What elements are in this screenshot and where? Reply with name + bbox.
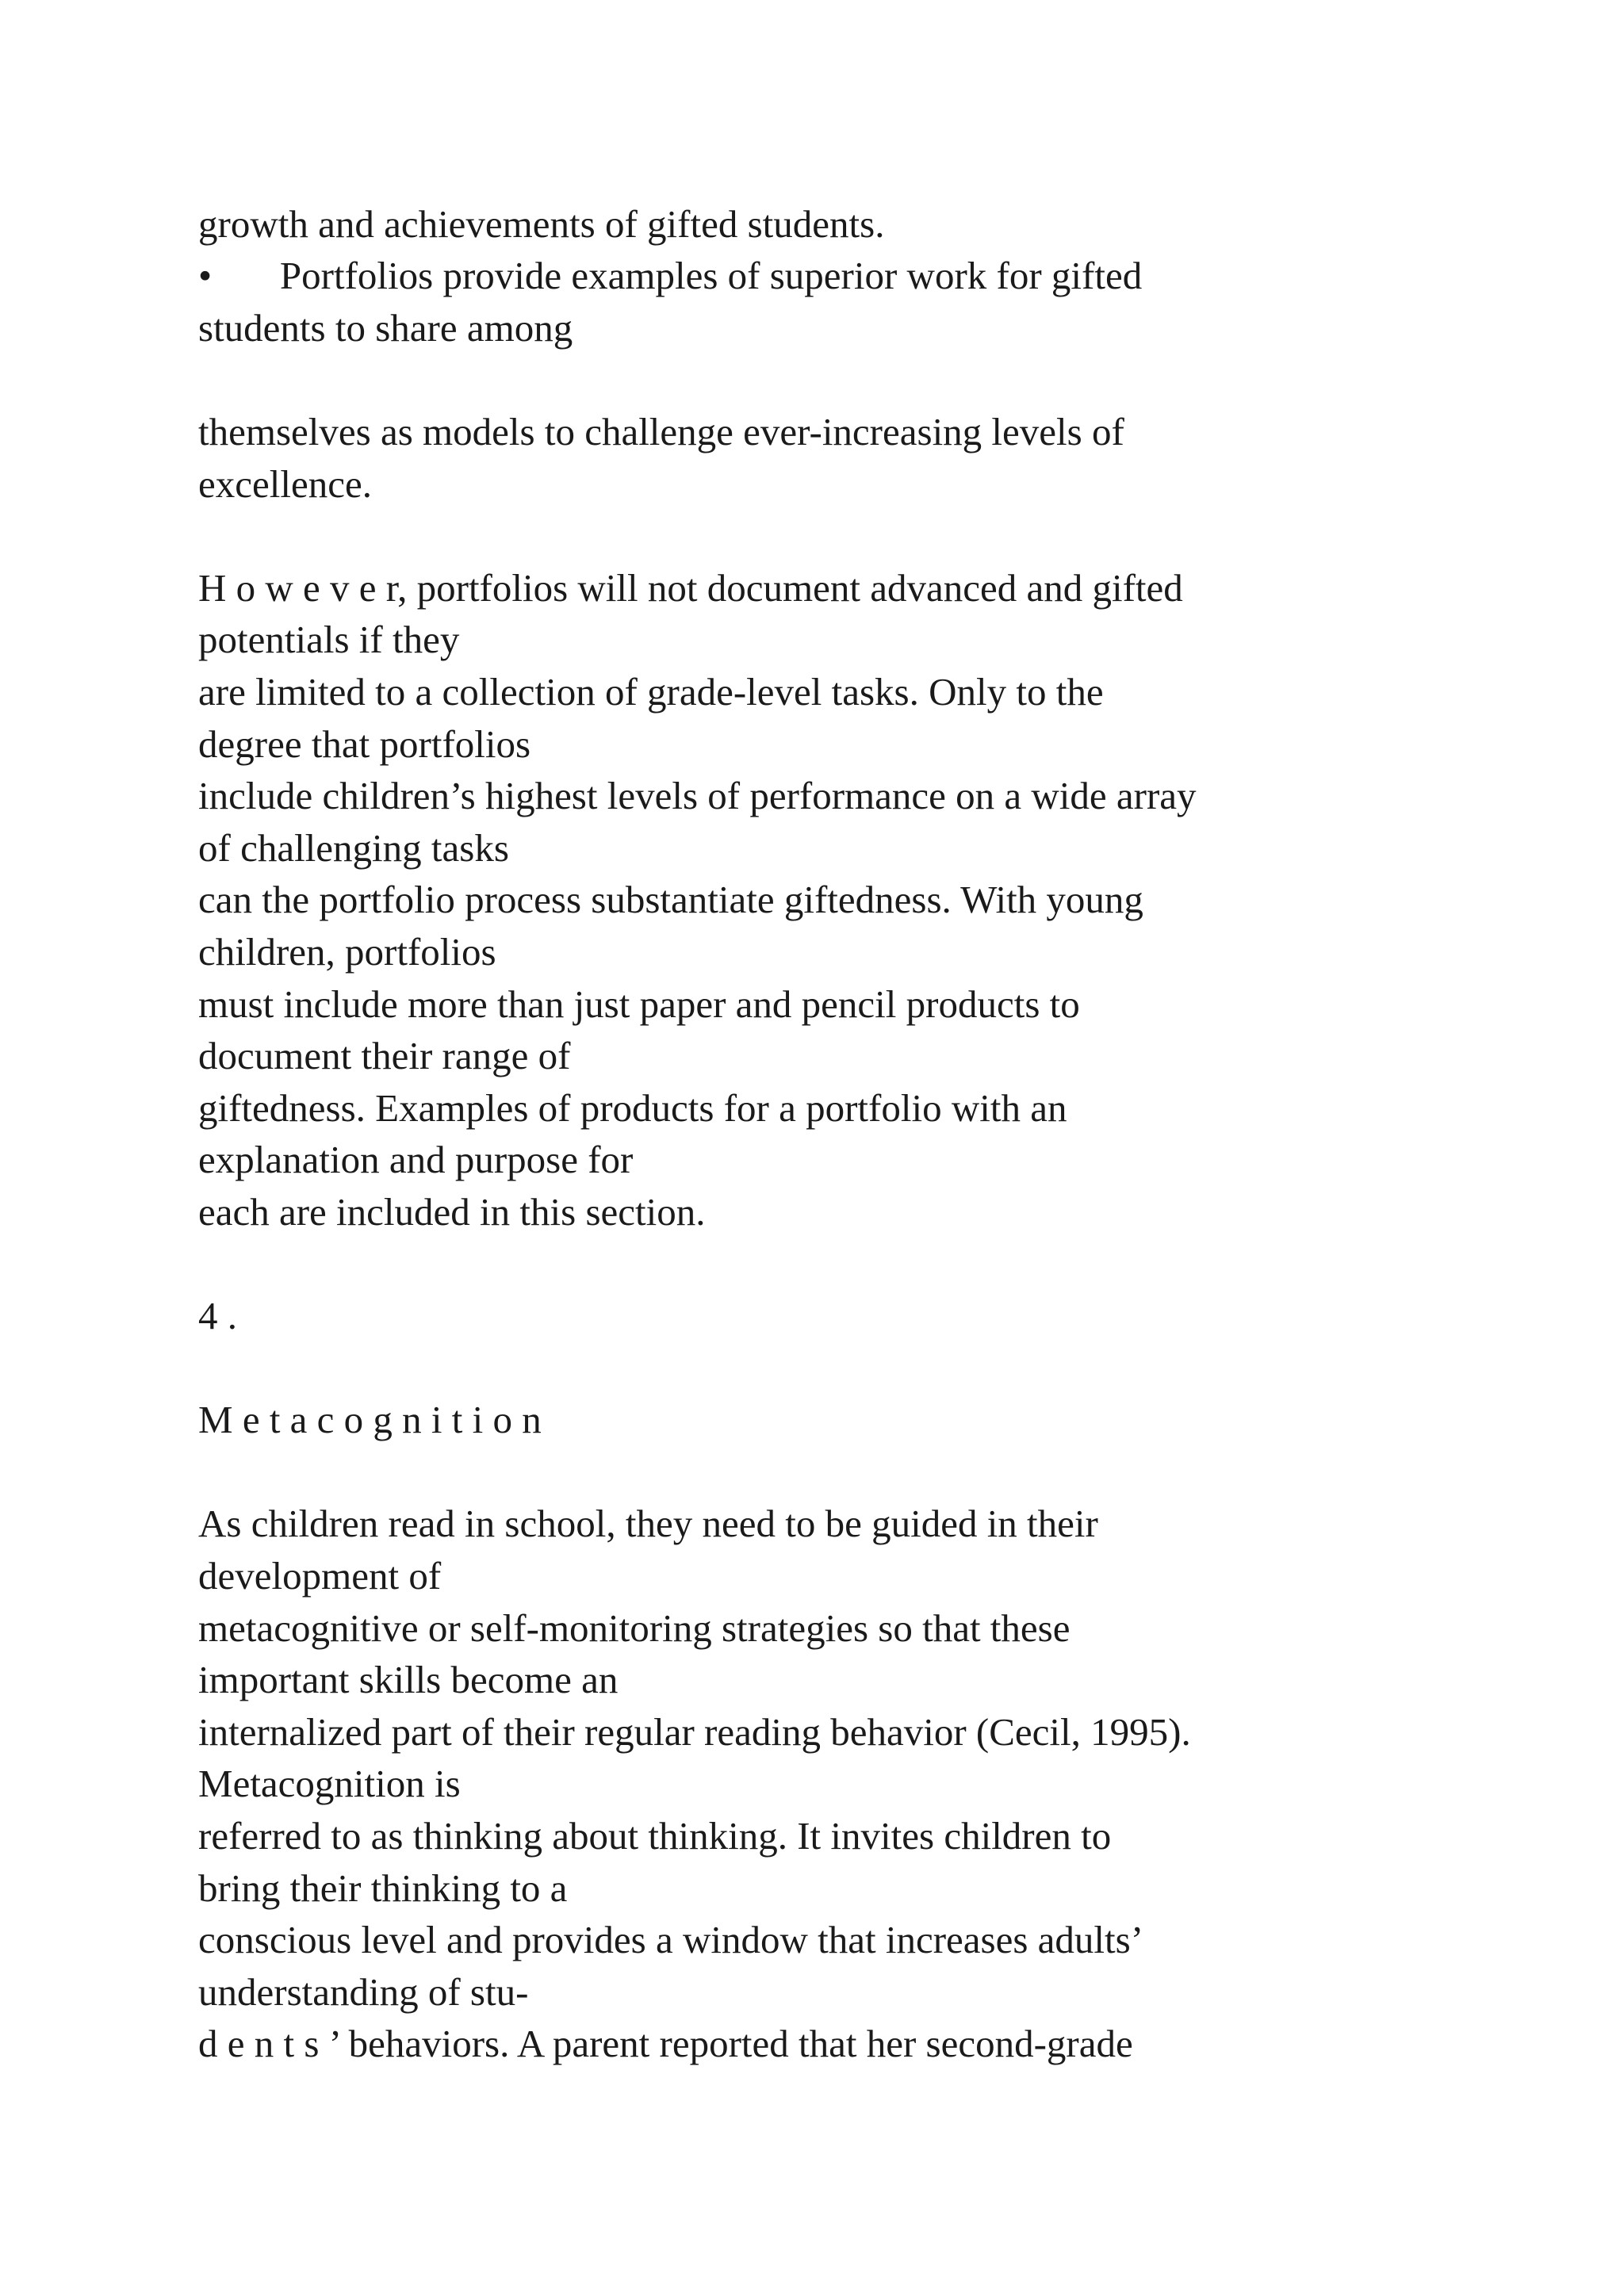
paragraph-start-line: As children read in school, they need to be guided in their xyxy=(198,1502,1098,1545)
text-line: themselves as models to challenge ever-increasing levels of xyxy=(198,410,1124,453)
text-line: are limited to a collection of grade-level tasks. Only to the xyxy=(198,670,1104,714)
text-line: each are included in this section. xyxy=(198,1190,706,1234)
section-number: 4 . xyxy=(198,1294,237,1337)
text-line: internalized part of their regular reading behavior (Cecil, 1995). xyxy=(198,1710,1191,1754)
text-line: Metacognition is xyxy=(198,1762,461,1805)
text-line: explanation and purpose for xyxy=(198,1138,634,1181)
text-line: understanding of stu- xyxy=(198,1970,529,2014)
text-line: metacognitive or self-monitoring strategies so that these xyxy=(198,1606,1071,1650)
text-line: development of xyxy=(198,1554,442,1598)
text-line: giftedness. Examples of products for a portfolio with an xyxy=(198,1086,1067,1130)
text-line: children, portfolios xyxy=(198,930,496,974)
text-line: bring their thinking to a xyxy=(198,1866,568,1910)
text-line: of challenging tasks xyxy=(198,826,509,870)
text-line: include children’s highest levels of performance on a wide array xyxy=(198,774,1197,817)
bullet-line: • Portfolios provide examples of superior work for gifted xyxy=(198,254,1143,297)
text-line: degree that portfolios xyxy=(198,722,531,766)
text-line: document their range of xyxy=(198,1034,571,1077)
text-line: important skills become an xyxy=(198,1658,619,1701)
text-line: d e n t s ’ behaviors. A parent reported that her second-grade xyxy=(198,2022,1133,2065)
paragraph-start-line: H o w e v e r, portfolios will not document advanced and gifted xyxy=(198,566,1183,610)
text-line: growth and achievements of gifted students. xyxy=(198,202,885,246)
text-line: can the portfolio process substantiate giftedness. With young xyxy=(198,878,1143,921)
text-line: conscious level and provides a window that increases adults’ xyxy=(198,1918,1144,1961)
text-line: referred to as thinking about thinking. It invites children to xyxy=(198,1814,1112,1858)
text-line: excellence. xyxy=(198,462,372,506)
text-line: potentials if they xyxy=(198,618,460,661)
section-heading: M e t a c o g n i t i o n xyxy=(198,1398,542,1441)
text-line: must include more than just paper and pencil products to xyxy=(198,982,1080,1026)
text-line: students to share among xyxy=(198,306,573,350)
